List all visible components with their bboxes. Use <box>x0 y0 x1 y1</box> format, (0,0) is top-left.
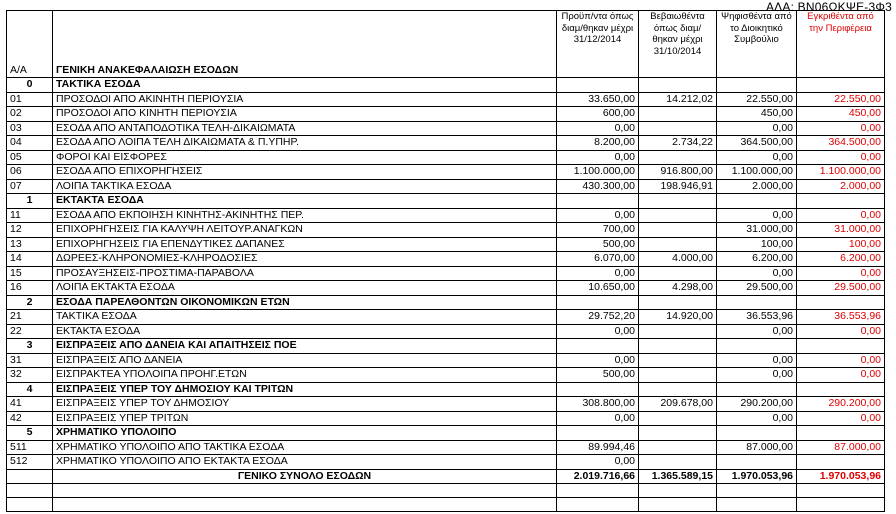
budget-cell: 0,00 <box>557 266 639 281</box>
approved-cell <box>797 194 885 209</box>
name-cell: ΕΣΟΔΑ ΑΠΟ ΛΟΙΠΑ ΤΕΛΗ ΔΙΚΑΙΩΜΑΤΑ & Π.ΥΠΗΡ. <box>53 136 557 151</box>
code-cell: 13 <box>7 237 53 252</box>
budget-cell: 0,00 <box>557 208 639 223</box>
code-cell: 5 <box>7 426 53 441</box>
code-cell: 07 <box>7 179 53 194</box>
code-cell: 32 <box>7 368 53 383</box>
approved-cell <box>797 295 885 310</box>
blank-cell <box>557 484 639 498</box>
approved-cell: 0,00 <box>797 208 885 223</box>
voted-cell: 2.000,00 <box>717 179 797 194</box>
name-cell: ΦΟΡΟΙ ΚΑΙ ΕΙΣΦΟΡΕΣ <box>53 150 557 165</box>
voted-cell <box>717 295 797 310</box>
name-cell: ΕΙΣΠΡΑΚΤΕΑ ΥΠΟΛΟΙΠΑ ΠΡΟΗΓ.ΕΤΩΝ <box>53 368 557 383</box>
blank-cell <box>53 498 557 512</box>
certified-cell <box>639 237 717 252</box>
certified-cell: 14.920,00 <box>639 310 717 325</box>
certified-cell: 14.212,02 <box>639 92 717 107</box>
name-cell: ΤΑΚΤΙΚΑ ΕΣΟΔΑ <box>53 78 557 93</box>
name-cell: ΠΡΟΣΑΥΞΗΣΕΙΣ-ΠΡΟΣΤΙΜΑ-ΠΑΡΑΒΟΛΑ <box>53 266 557 281</box>
certified-cell <box>639 78 717 93</box>
budget-cell <box>557 295 639 310</box>
approved-cell: 0,00 <box>797 266 885 281</box>
section-row <box>7 426 885 441</box>
name-cell: ΓΕΝΙΚΟ ΣΥΝΟΛΟ ΕΣΟΔΩΝ <box>53 469 557 484</box>
budget-cell: 33.650,00 <box>557 92 639 107</box>
header-row <box>7 11 885 78</box>
certified-cell: 4.298,00 <box>639 281 717 296</box>
code-cell: 16 <box>7 281 53 296</box>
approved-cell: 2.000,00 <box>797 179 885 194</box>
table-row <box>7 208 885 223</box>
code-cell: 01 <box>7 92 53 107</box>
name-cell: ΠΡΟΣΟΔΟΙ ΑΠΟ ΑΚΙΝΗΤΗ ΠΕΡΙΟΥΣΙΑ <box>53 92 557 107</box>
approved-cell: 29.500,00 <box>797 281 885 296</box>
blank-cell <box>717 498 797 512</box>
budget-cell: 308.800,00 <box>557 397 639 412</box>
blank-cell <box>639 498 717 512</box>
table-row <box>7 310 885 325</box>
name-cell: ΔΩΡΕΕΣ-ΚΛΗΡΟΝΟΜΙΕΣ-ΚΛΗΡΟΔΟΣΙΕΣ <box>53 252 557 267</box>
certified-cell <box>639 382 717 397</box>
voted-cell: 0,00 <box>717 324 797 339</box>
code-cell: 2 <box>7 295 53 310</box>
budget-cell: 430.300,00 <box>557 179 639 194</box>
voted-cell: 0,00 <box>717 266 797 281</box>
certified-cell <box>639 194 717 209</box>
approved-cell: 1.100.000,00 <box>797 165 885 180</box>
code-cell: 4 <box>7 382 53 397</box>
code-cell: 03 <box>7 121 53 136</box>
table-row <box>7 440 885 455</box>
voted-cell <box>717 426 797 441</box>
voted-cell <box>717 78 797 93</box>
blank-cell <box>797 498 885 512</box>
table-row <box>7 324 885 339</box>
voted-cell: 0,00 <box>717 208 797 223</box>
approved-cell: 22.550,00 <box>797 92 885 107</box>
blank-cell <box>639 484 717 498</box>
budget-cell: 1.100.000,00 <box>557 165 639 180</box>
voted-cell: 31.000,00 <box>717 223 797 238</box>
certified-cell: 4.000,00 <box>639 252 717 267</box>
approved-cell <box>797 339 885 354</box>
certified-cell <box>639 266 717 281</box>
name-cell: ΤΑΚΤΙΚΑ ΕΣΟΔΑ <box>53 310 557 325</box>
certified-cell <box>639 353 717 368</box>
budget-cell: 89.994,46 <box>557 440 639 455</box>
table-row <box>7 252 885 267</box>
table-row <box>7 455 885 470</box>
approved-cell: 0,00 <box>797 150 885 165</box>
certified-cell: 198.946,91 <box>639 179 717 194</box>
voted-cell: 0,00 <box>717 150 797 165</box>
table-row <box>7 107 885 122</box>
table-row <box>7 281 885 296</box>
code-cell: 14 <box>7 252 53 267</box>
budget-cell: 29.752,20 <box>557 310 639 325</box>
name-cell: ΕΠΙΧΟΡΗΓΗΣΕΙΣ ΓΙΑ ΕΠΕΝΔΥΤΙΚΕΣ ΔΑΠΑΝΕΣ <box>53 237 557 252</box>
budget-cell: 0,00 <box>557 324 639 339</box>
certified-cell: 209.678,00 <box>639 397 717 412</box>
name-cell: ΕΣΟΔΑ ΠΑΡΕΛΘΟΝΤΩΝ ΟΙΚΟΝΟΜΙΚΩΝ ΕΤΩΝ <box>53 295 557 310</box>
blank-row <box>7 498 885 512</box>
voted-cell <box>717 382 797 397</box>
name-cell: ΧΡΗΜΑΤΙΚΟ ΥΠΟΛΟΙΠΟ ΑΠΟ ΤΑΚΤΙΚΑ ΕΣΟΔΑ <box>53 440 557 455</box>
budget-cell <box>557 78 639 93</box>
approved-cell <box>797 78 885 93</box>
approved-cell: 0,00 <box>797 368 885 383</box>
code-cell: 3 <box>7 339 53 354</box>
code-cell: 22 <box>7 324 53 339</box>
table-row <box>7 266 885 281</box>
approved-cell: 6.200,00 <box>797 252 885 267</box>
voted-cell: 0,00 <box>717 121 797 136</box>
name-cell: ΧΡΗΜΑΤΙΚΟ ΥΠΟΛΟΙΠΟ <box>53 426 557 441</box>
name-cell: ΕΣΟΔΑ ΑΠΟ ΕΚΠΟΙΗΣΗ ΚΙΝΗΤΗΣ-ΑΚΙΝΗΤΗΣ ΠΕΡ. <box>53 208 557 223</box>
voted-cell: 1.100.000,00 <box>717 165 797 180</box>
name-cell: ΠΡΟΣΟΔΟΙ ΑΠΟ ΚΙΝΗΤΗ ΠΕΡΙΟΥΣΙΑ <box>53 107 557 122</box>
budget-cell: 500,00 <box>557 368 639 383</box>
code-cell: 512 <box>7 455 53 470</box>
certified-cell <box>639 295 717 310</box>
voted-cell: 1.970.053,96 <box>717 469 797 484</box>
certified-cell <box>639 411 717 426</box>
approved-cell: 364.500,00 <box>797 136 885 151</box>
approved-cell: 36.553,96 <box>797 310 885 325</box>
name-cell: ΕΣΟΔΑ ΑΠΟ ΕΠΙΧΟΡΗΓΗΣΕΙΣ <box>53 165 557 180</box>
certified-cell <box>639 223 717 238</box>
voted-cell: 450,00 <box>717 107 797 122</box>
budget-cell: 0,00 <box>557 455 639 470</box>
certified-cell: 1.365.589,15 <box>639 469 717 484</box>
approved-cell: 0,00 <box>797 324 885 339</box>
code-cell: 02 <box>7 107 53 122</box>
certified-cell: 2.734,22 <box>639 136 717 151</box>
name-cell: ΕΙΣΠΡΑΞΕΙΣ ΑΠΟ ΔΑΝΕΙΑ <box>53 353 557 368</box>
voted-cell: 87.000,00 <box>717 440 797 455</box>
name-cell: ΕΠΙΧΟΡΗΓΗΣΕΙΣ ΓΙΑ ΚΑΛΥΨΗ ΛΕΙΤΟΥΡ.ΑΝΑΓΚΩΝ <box>53 223 557 238</box>
voted-cell: 6.200,00 <box>717 252 797 267</box>
approved-cell: 450,00 <box>797 107 885 122</box>
budget-cell: 2.019.716,66 <box>557 469 639 484</box>
voted-cell: 364.500,00 <box>717 136 797 151</box>
approved-cell <box>797 455 885 470</box>
budget-cell <box>557 426 639 441</box>
code-cell: 41 <box>7 397 53 412</box>
voted-cell <box>717 194 797 209</box>
approved-cell <box>797 382 885 397</box>
approved-cell: 1.970.053,96 <box>797 469 885 484</box>
budget-cell: 600,00 <box>557 107 639 122</box>
name-cell: ΛΟΙΠΑ ΤΑΚΤΙΚΑ ΕΣΟΔΑ <box>53 179 557 194</box>
blank-row <box>7 484 885 498</box>
code-cell: 15 <box>7 266 53 281</box>
budget-cell: 0,00 <box>557 121 639 136</box>
budget-cell: 0,00 <box>557 411 639 426</box>
name-cell: ΕΣΟΔΑ ΑΠΟ ΑΝΤΑΠΟΔΟΤΙΚΑ ΤΕΛΗ-ΔΙΚΑΙΩΜΑΤΑ <box>53 121 557 136</box>
header-approved: Εγκριθέντα από την Περιφέρεια <box>797 11 885 78</box>
budget-cell: 0,00 <box>557 150 639 165</box>
code-cell: 31 <box>7 353 53 368</box>
budget-cell <box>557 339 639 354</box>
certified-cell <box>639 150 717 165</box>
total-row <box>7 469 885 484</box>
budget-cell: 10.650,00 <box>557 281 639 296</box>
table-row <box>7 165 885 180</box>
blank-cell <box>53 484 557 498</box>
section-row <box>7 295 885 310</box>
approved-cell: 290.200,00 <box>797 397 885 412</box>
code-cell <box>7 469 53 484</box>
section-row <box>7 339 885 354</box>
voted-cell <box>717 339 797 354</box>
approved-cell: 0,00 <box>797 411 885 426</box>
budget-cell <box>557 382 639 397</box>
name-cell: ΕΙΣΠΡΑΞΕΙΣ ΥΠΕΡ ΤΟΥ ΔΗΜΟΣΙΟΥ ΚΑΙ ΤΡΙΤΩΝ <box>53 382 557 397</box>
voted-cell: 0,00 <box>717 353 797 368</box>
voted-cell: 29.500,00 <box>717 281 797 296</box>
approved-cell: 0,00 <box>797 121 885 136</box>
name-cell: ΕΙΣΠΡΑΞΕΙΣ ΥΠΕΡ ΤΡΙΤΩΝ <box>53 411 557 426</box>
certified-cell <box>639 208 717 223</box>
budget-cell <box>557 194 639 209</box>
code-cell: 12 <box>7 223 53 238</box>
name-cell: ΧΡΗΜΑΤΙΚΟ ΥΠΟΛΟΙΠΟ ΑΠΟ ΕΚΤΑΚΤΑ ΕΣΟΔΑ <box>53 455 557 470</box>
table-row <box>7 150 885 165</box>
blank-cell <box>557 498 639 512</box>
certified-cell <box>639 107 717 122</box>
voted-cell: 36.553,96 <box>717 310 797 325</box>
certified-cell <box>639 368 717 383</box>
table-row <box>7 223 885 238</box>
approved-cell: 0,00 <box>797 353 885 368</box>
header-code: Α/Α <box>7 11 53 78</box>
voted-cell: 0,00 <box>717 411 797 426</box>
blank-cell <box>717 484 797 498</box>
code-cell: 21 <box>7 310 53 325</box>
name-cell: ΕΙΣΠΡΑΞΕΙΣ ΑΠΟ ΔΑΝΕΙΑ ΚΑΙ ΑΠΑΙΤΗΣΕΙΣ ΠΟΕ <box>53 339 557 354</box>
code-cell: 511 <box>7 440 53 455</box>
blank-cell <box>7 498 53 512</box>
name-cell: ΕΚΤΑΚΤΑ ΕΣΟΔΑ <box>53 324 557 339</box>
section-row <box>7 194 885 209</box>
certified-cell <box>639 121 717 136</box>
header-title: ΓΕΝΙΚΗ ΑΝΑΚΕΦΑΛΑΙΩΣΗ ΕΣΟΔΩΝ <box>53 11 557 78</box>
table-row <box>7 121 885 136</box>
name-cell: ΛΟΙΠΑ ΕΚΤΑΚΤΑ ΕΣΟΔΑ <box>53 281 557 296</box>
approved-cell: 31.000,00 <box>797 223 885 238</box>
table-row <box>7 411 885 426</box>
certified-cell: 916.800,00 <box>639 165 717 180</box>
revenue-summary-table <box>6 10 885 512</box>
blank-cell <box>7 484 53 498</box>
section-row <box>7 78 885 93</box>
voted-cell: 0,00 <box>717 368 797 383</box>
approved-cell: 100,00 <box>797 237 885 252</box>
code-cell: 1 <box>7 194 53 209</box>
table-row <box>7 136 885 151</box>
table-row <box>7 397 885 412</box>
budget-cell: 0,00 <box>557 353 639 368</box>
section-row <box>7 382 885 397</box>
voted-cell: 22.550,00 <box>717 92 797 107</box>
code-cell: 06 <box>7 165 53 180</box>
certified-cell <box>639 324 717 339</box>
budget-cell: 700,00 <box>557 223 639 238</box>
code-cell: 11 <box>7 208 53 223</box>
code-cell: 04 <box>7 136 53 151</box>
budget-cell: 8.200,00 <box>557 136 639 151</box>
header-certified: Βεβαιωθέντα όπως διαμ/θηκαν μέχρι 31/10/2014 <box>639 11 717 78</box>
table-row <box>7 237 885 252</box>
header-budget: Προϋπ/ντα όπως διαμ/θηκαν μέχρι 31/12/2014 <box>557 11 639 78</box>
approved-cell <box>797 426 885 441</box>
certified-cell <box>639 339 717 354</box>
voted-cell <box>717 455 797 470</box>
voted-cell: 290.200,00 <box>717 397 797 412</box>
table-row <box>7 179 885 194</box>
voted-cell: 100,00 <box>717 237 797 252</box>
table-row <box>7 92 885 107</box>
blank-cell <box>797 484 885 498</box>
budget-cell: 6.070,00 <box>557 252 639 267</box>
header-voted: Ψηφισθέντα από το Διοικητικό Συμβούλιο <box>717 11 797 78</box>
budget-cell: 500,00 <box>557 237 639 252</box>
name-cell: ΕΚΤΑΚΤΑ ΕΣΟΔΑ <box>53 194 557 209</box>
approved-cell: 87.000,00 <box>797 440 885 455</box>
certified-cell <box>639 440 717 455</box>
code-cell: 42 <box>7 411 53 426</box>
certified-cell <box>639 426 717 441</box>
name-cell: ΕΙΣΠΡΑΞΕΙΣ ΥΠΕΡ ΤΟΥ ΔΗΜΟΣΙΟΥ <box>53 397 557 412</box>
table-row <box>7 368 885 383</box>
ada-code: ΑΔΑ: ΒΝ06ΩΚΨΕ-3Φ3 <box>765 0 892 14</box>
certified-cell <box>639 455 717 470</box>
code-cell: 0 <box>7 78 53 93</box>
table-row <box>7 353 885 368</box>
code-cell: 05 <box>7 150 53 165</box>
